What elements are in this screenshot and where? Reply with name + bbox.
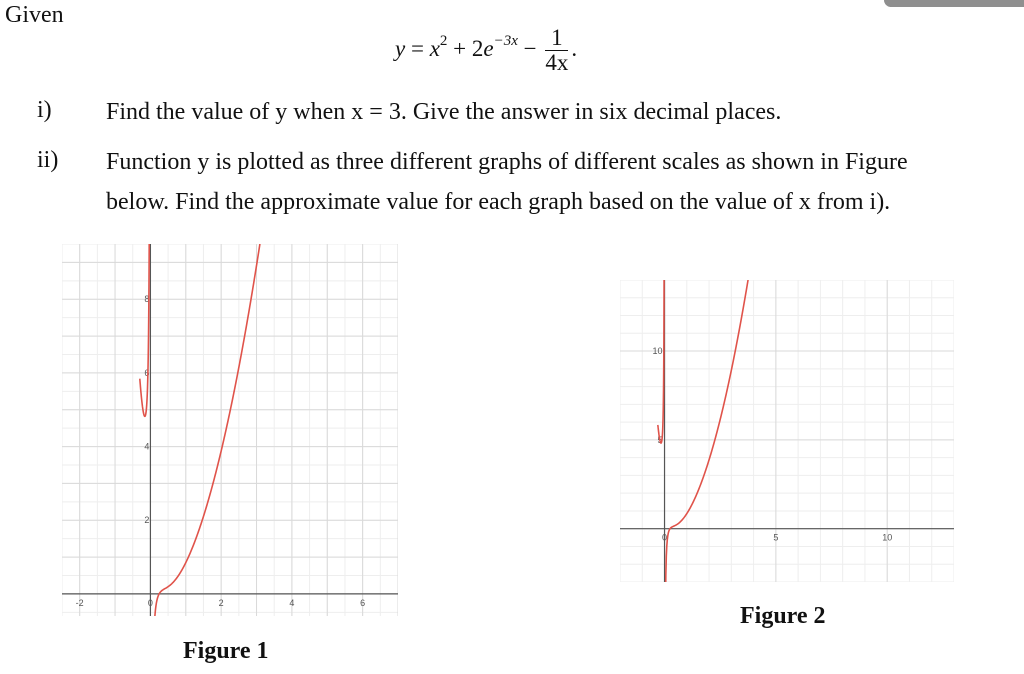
x-tick-label: 0	[147, 597, 153, 608]
eq-exponent: −3x	[493, 32, 518, 49]
eq-denominator: 4x	[545, 50, 569, 75]
y-tick-label: 5	[657, 434, 663, 445]
question-1-text: Find the value of y when x = 3. Give the answer in six decimal places.	[106, 99, 782, 125]
eq-fraction	[545, 26, 568, 75]
x-tick-label: 4	[289, 597, 295, 608]
y-tick-label: 4	[144, 441, 150, 452]
figure-2-caption: Figure 2	[740, 603, 826, 629]
x-tick-label: 2	[218, 597, 224, 608]
figure-1-caption: Figure 1	[183, 638, 269, 664]
eq-minus: −	[517, 35, 543, 61]
curve-left-branch	[658, 280, 664, 443]
equation	[395, 26, 577, 75]
curve-right-branch	[665, 280, 954, 582]
x-tick-label: -2	[75, 597, 84, 608]
question-2-number: ii)	[37, 147, 59, 173]
eq-lhs: y	[395, 35, 406, 61]
x-tick-label: 6	[360, 597, 366, 608]
figure-1-graph	[62, 244, 398, 616]
y-tick-label: 2	[144, 515, 150, 526]
eq-e: e	[483, 35, 494, 61]
y-tick-label: 8	[144, 294, 150, 305]
figure-2-graph	[620, 280, 954, 582]
curve-left-branch	[140, 244, 150, 416]
scrollbar-handle[interactable]	[884, 0, 1024, 7]
question-2-line-1: Function y is plotted as three different graphs of different scales as shown in Figure	[106, 149, 908, 175]
eq-period: .	[571, 35, 578, 61]
x-tick-label: 5	[773, 532, 779, 543]
eq-equals: =	[405, 35, 430, 61]
y-tick-label: 6	[144, 367, 150, 378]
given-label: Given	[5, 2, 64, 28]
eq-x: x	[429, 35, 440, 61]
y-tick-label: 10	[652, 346, 663, 357]
x-tick-label: 0	[662, 532, 668, 543]
question-1-number: i)	[37, 97, 52, 123]
eq-numerator: 1	[545, 26, 568, 51]
eq-plus-two: + 2	[447, 35, 484, 61]
x-tick-label: 10	[882, 532, 893, 543]
eq-square: 2	[439, 32, 448, 49]
question-2-line-2: below. Find the approximate value for each graph based on the value of x from i).	[106, 189, 891, 215]
